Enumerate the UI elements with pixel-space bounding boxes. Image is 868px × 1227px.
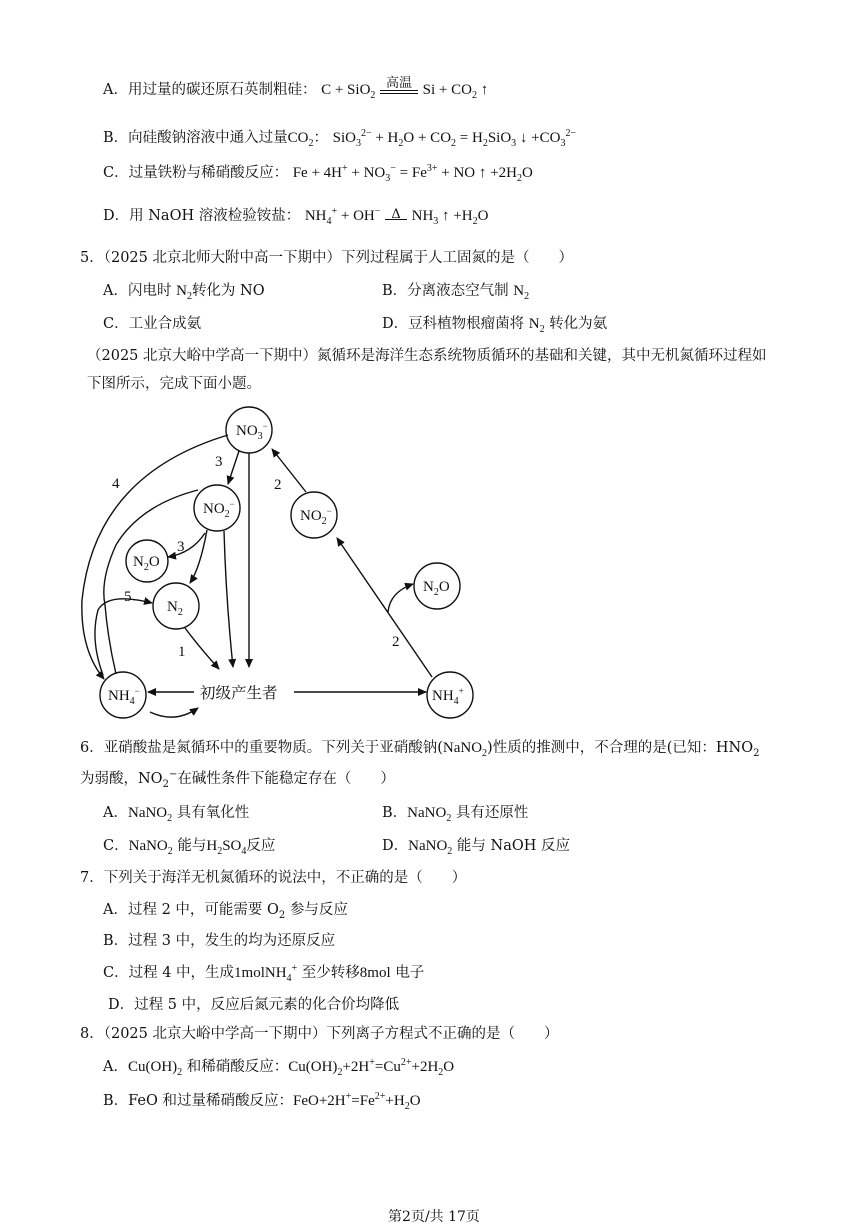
q7-option-a: A．过程 2 中，可能需要 $O_2$ 参与反应 xyxy=(103,902,348,921)
intro-line-2: 下图所示，完成下面小题。 xyxy=(87,376,261,392)
q6-option-a: A．NaNO$_2$ 具有氧化性 xyxy=(103,805,250,824)
q6-option-b: B．NaNO$_2$ 具有还原性 xyxy=(382,805,529,824)
q7-stem: 7．下列关于海洋无机氮循环的说法中，不正确的是（ ） xyxy=(80,870,467,886)
node-n2o-right xyxy=(414,563,460,609)
process-label-5: 5 xyxy=(124,589,132,605)
svg-text:NH4−: $NH_4^-$ xyxy=(108,686,140,707)
q8-option-b: B．FeO 和过量稀硝酸反应：$FeO+2H^+=Fe^{2+}+H_2O$ xyxy=(103,1091,421,1112)
intro-line-1: （2025 北京大峪中学高一下期中）氮循环是海洋生态系统物质循环的基础和关键，其中无机氮循环过程如 xyxy=(87,348,767,364)
q7-option-b: B．过程 3 中，发生的均为还原反应 xyxy=(103,933,336,949)
q4-option-c: C．过量铁粉与稀硝酸反应： $Fe + 4H^+ + NO_3^- = Fe^{3+}$ + NO ↑ $+2H_2O$ xyxy=(103,163,533,184)
svg-text:NO3−: $NO_3^-$ xyxy=(236,421,268,442)
q8-stem: 8．（2025 北京大峪中学高一下期中）下列离子方程式不正确的是（ ） xyxy=(80,1026,559,1042)
process-label-3b: 3 xyxy=(177,539,185,555)
q6-option-d: D．NaNO$_2$ 能与 NaOH 反应 xyxy=(382,838,570,857)
process-label-2a: 2 xyxy=(274,477,282,493)
process-label-3a: 3 xyxy=(215,454,223,470)
q4-option-b: B．向硅酸钠溶液中通入过量$CO_2$： $SiO_3^{2-} + H_2O + CO_2 = H_2SiO_3$ ↓ $+CO_3^{2-}$ xyxy=(103,128,577,149)
q5-stem: 5．（2025 北京北师大附中高一下期中）下列过程属于人工固氮的是（ ） xyxy=(80,250,573,266)
q6-stem-line-2: 为弱酸，$NO_2^-$在碱性条件下能稳定存在（ ） xyxy=(80,769,395,790)
nitrogen-cycle-diagram xyxy=(0,400,868,730)
process-label-1: 1 xyxy=(178,644,186,660)
svg-text:N2O: $N_2O$ xyxy=(133,554,160,573)
q7-option-c: C．过程 4 中，生成1molNH$_4$+ 至少转移8mol 电子 xyxy=(103,963,425,984)
q5-option-d: D．豆科植物根瘤菌将 $N_2$ 转化为氨 xyxy=(382,316,608,335)
q4-option-a: A．用过量的碳还原石英制粗硅： C + SiO$_2$ 高温 $Si + CO_2$ ↑ xyxy=(103,76,489,101)
q5-option-a: A．闪电时 $N_2$转化为 NO xyxy=(103,283,265,302)
svg-text:N2O: $N_2O$ xyxy=(423,579,450,598)
svg-text:NO2−: $NO_2^-$ xyxy=(203,499,235,520)
svg-text:NH4+: $NH_4^+$ xyxy=(432,686,464,707)
q8-option-a: A．$Cu(OH)_2$ 和稀硝酸反应：$Cu(OH)_2+2H^+=Cu^{2+}+2H_2O$ xyxy=(103,1057,455,1078)
process-label-4: 4 xyxy=(112,476,120,492)
q6-stem-line-1: 6．亚硝酸盐是氮循环中的重要物质。下列关于亚硝酸钠(NaNO$_2$)性质的推测中，不合理的是(已知：$HNO_2$ xyxy=(80,740,760,759)
q7-option-d: D．过程 5 中，反应后氮元素的化合价均降低 xyxy=(108,997,400,1013)
svg-text:N2: $N_2$ xyxy=(167,599,183,618)
page-footer: 第2页/共 17页 xyxy=(388,1209,480,1225)
process-label-2b: 2 xyxy=(392,634,400,650)
q5-option-c: C．工业合成氨 xyxy=(103,316,202,332)
svg-text:NO2−: $NO_2^-$ xyxy=(300,506,332,527)
q6-option-c: C．NaNO$_2$ 能与$H_2SO_4$反应 xyxy=(103,838,276,857)
q4-option-d: D．用 NaOH 溶液检验铵盐： $NH_4^+ + OH^-$ Δ $NH_3$ ↑ $+H_2O$ xyxy=(103,206,489,227)
primary-producer-label: 初级产生者 xyxy=(200,684,278,702)
q5-option-b: B．分离液态空气制 $N_2$ xyxy=(382,283,530,302)
q4-a-condition: 高温 xyxy=(386,76,413,91)
